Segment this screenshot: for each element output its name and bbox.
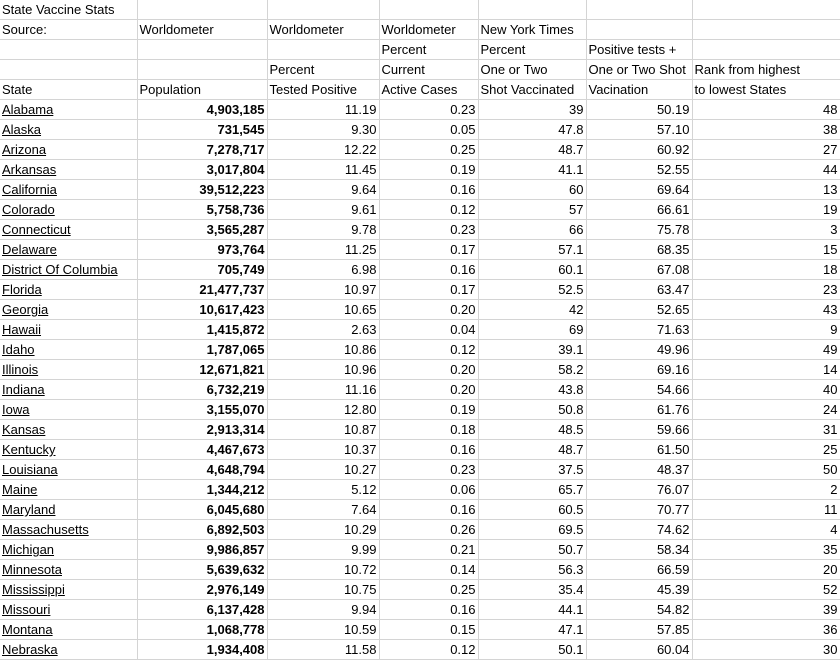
population-cell[interactable]: 5,758,736 [137,200,267,220]
table-row [0,240,840,260]
population-cell[interactable]: 6,137,428 [137,600,267,620]
population-cell[interactable]: 4,467,673 [137,440,267,460]
value-cell[interactable]: 56.3 [478,560,586,580]
table-row [0,160,840,180]
header-cell[interactable]: Worldometer [137,20,267,40]
value-cell[interactable]: 42 [478,300,586,320]
table-row [0,400,840,420]
sheet-title[interactable]: State Vaccine Stats [0,0,137,20]
value-cell[interactable]: 9.30 [267,120,379,140]
header-cell[interactable]: Shot Vaccinated [478,80,586,100]
header-cell[interactable]: Positive tests + [586,40,692,60]
value-cell[interactable]: 0.16 [379,600,478,620]
value-cell[interactable]: 0.25 [379,580,478,600]
value-cell[interactable]: 10.97 [267,280,379,300]
population-cell[interactable]: 3,017,804 [137,160,267,180]
value-cell[interactable]: 66.61 [586,200,692,220]
header-cell[interactable]: Current [379,60,478,80]
population-cell[interactable]: 21,477,737 [137,280,267,300]
population-cell[interactable]: 731,545 [137,120,267,140]
header-cell[interactable]: Percent [379,40,478,60]
value-cell[interactable]: 69 [478,320,586,340]
value-cell[interactable]: 14 [692,360,840,380]
population-cell[interactable]: 6,045,680 [137,500,267,520]
value-cell[interactable]: 35 [692,540,840,560]
table-row [0,360,840,380]
value-cell[interactable]: 20 [692,560,840,580]
value-cell[interactable]: 30 [692,640,840,660]
table-row [0,460,840,480]
state-link[interactable]: Nebraska [0,640,137,660]
value-cell[interactable]: 0.18 [379,420,478,440]
value-cell[interactable]: 39 [478,100,586,120]
value-cell[interactable]: 10.96 [267,360,379,380]
value-cell[interactable]: 45.39 [586,580,692,600]
population-cell[interactable]: 6,892,503 [137,520,267,540]
value-cell[interactable]: 37.5 [478,460,586,480]
table-row [0,280,840,300]
state-link[interactable]: Arizona [0,140,137,160]
header-cell[interactable]: Active Cases [379,80,478,100]
value-cell[interactable]: 44.1 [478,600,586,620]
value-cell[interactable]: 0.23 [379,460,478,480]
value-cell[interactable]: 0.17 [379,280,478,300]
value-cell[interactable]: 61.50 [586,440,692,460]
value-cell[interactable]: 11.58 [267,640,379,660]
header-cell[interactable]: to lowest States [692,80,840,100]
value-cell[interactable]: 50.1 [478,640,586,660]
state-link[interactable]: Missouri [0,600,137,620]
value-cell[interactable]: 9.78 [267,220,379,240]
value-cell[interactable]: 65.7 [478,480,586,500]
header-row [0,80,840,100]
table-row [0,420,840,440]
value-cell[interactable]: 50.7 [478,540,586,560]
population-cell[interactable]: 1,344,212 [137,480,267,500]
value-cell[interactable]: 11.19 [267,100,379,120]
value-cell[interactable]: 13 [692,180,840,200]
value-cell[interactable]: 0.16 [379,500,478,520]
population-cell[interactable]: 4,648,794 [137,460,267,480]
state-link[interactable]: Hawaii [0,320,137,340]
value-cell[interactable]: 69.5 [478,520,586,540]
population-cell[interactable]: 1,934,408 [137,640,267,660]
population-cell[interactable]: 39,512,223 [137,180,267,200]
population-cell[interactable]: 973,764 [137,240,267,260]
population-cell[interactable]: 1,068,778 [137,620,267,640]
population-cell[interactable]: 3,565,287 [137,220,267,240]
table-row [0,100,840,120]
state-link[interactable]: California [0,180,137,200]
value-cell[interactable]: 60.5 [478,500,586,520]
header-cell[interactable]: New York Times [478,20,586,40]
state-link[interactable]: Mississippi [0,580,137,600]
table-row [0,200,840,220]
state-link[interactable]: District Of Columbia [0,260,137,280]
header-cell[interactable]: Percent [267,60,379,80]
value-cell[interactable]: 0.20 [379,300,478,320]
value-cell[interactable]: 48 [692,100,840,120]
value-cell[interactable]: 40 [692,380,840,400]
header-cell[interactable] [267,40,379,60]
state-link[interactable]: Connecticut [0,220,137,240]
state-link[interactable]: Colorado [0,200,137,220]
value-cell[interactable]: 69.64 [586,180,692,200]
value-cell[interactable]: 60.92 [586,140,692,160]
value-cell[interactable]: 19 [692,200,840,220]
table-row [0,560,840,580]
value-cell[interactable]: 11.16 [267,380,379,400]
value-cell[interactable]: 58.2 [478,360,586,380]
header-row [0,60,840,80]
value-cell[interactable]: 59.66 [586,420,692,440]
header-cell[interactable]: Tested Positive [267,80,379,100]
value-cell[interactable]: 61.76 [586,400,692,420]
value-cell[interactable]: 0.16 [379,260,478,280]
value-cell[interactable]: 0.17 [379,240,478,260]
state-link[interactable]: Maine [0,480,137,500]
value-cell[interactable]: 52.65 [586,300,692,320]
value-cell[interactable]: 12.80 [267,400,379,420]
value-cell[interactable]: 27 [692,140,840,160]
value-cell[interactable]: 52 [692,580,840,600]
state-link[interactable]: Indiana [0,380,137,400]
header-cell[interactable] [692,20,840,40]
header-cell[interactable] [0,40,137,60]
state-link[interactable]: Kansas [0,420,137,440]
value-cell[interactable]: 74.62 [586,520,692,540]
value-cell[interactable]: 41.1 [478,160,586,180]
value-cell[interactable]: 12.22 [267,140,379,160]
value-cell[interactable]: 9.94 [267,600,379,620]
value-cell[interactable]: 9.61 [267,200,379,220]
value-cell[interactable]: 7.64 [267,500,379,520]
header-cell[interactable]: Percent [478,40,586,60]
state-link[interactable]: Florida [0,280,137,300]
value-cell[interactable]: 66 [478,220,586,240]
value-cell[interactable]: 50.8 [478,400,586,420]
state-link[interactable]: Illinois [0,360,137,380]
table-row [0,380,840,400]
value-cell[interactable]: 0.26 [379,520,478,540]
value-cell[interactable]: 2.63 [267,320,379,340]
header-cell[interactable]: Worldometer [379,20,478,40]
value-cell[interactable]: 11.25 [267,240,379,260]
value-cell[interactable]: 0.21 [379,540,478,560]
title-row [0,0,840,20]
state-link[interactable]: Delaware [0,240,137,260]
state-link[interactable]: Kentucky [0,440,137,460]
value-cell[interactable]: 69.16 [586,360,692,380]
value-cell[interactable]: 52.55 [586,160,692,180]
state-link[interactable]: Idaho [0,340,137,360]
population-cell[interactable]: 5,639,632 [137,560,267,580]
value-cell[interactable]: 43 [692,300,840,320]
value-cell[interactable]: 48.7 [478,440,586,460]
table-row [0,140,840,160]
value-cell[interactable]: 25 [692,440,840,460]
value-cell[interactable]: 10.65 [267,300,379,320]
table-row [0,620,840,640]
value-cell[interactable]: 9.64 [267,180,379,200]
population-cell[interactable]: 4,903,185 [137,100,267,120]
table-row [0,260,840,280]
header-cell[interactable]: Worldometer [267,20,379,40]
state-link[interactable]: Massachusetts [0,520,137,540]
value-cell[interactable]: 10.86 [267,340,379,360]
table-row [0,340,840,360]
header-cell[interactable] [0,60,137,80]
value-cell[interactable]: 48.7 [478,140,586,160]
value-cell[interactable]: 44 [692,160,840,180]
value-cell[interactable]: 67.08 [586,260,692,280]
value-cell[interactable]: 10.87 [267,420,379,440]
value-cell[interactable]: 71.63 [586,320,692,340]
header-cell[interactable] [137,60,267,80]
value-cell[interactable]: 57.10 [586,120,692,140]
state-link[interactable]: Iowa [0,400,137,420]
value-cell[interactable]: 36 [692,620,840,640]
population-cell[interactable]: 1,787,065 [137,340,267,360]
value-cell[interactable]: 35.4 [478,580,586,600]
header-cell[interactable] [137,40,267,60]
value-cell[interactable]: 9 [692,320,840,340]
value-cell[interactable]: 0.12 [379,340,478,360]
value-cell[interactable]: 70.77 [586,500,692,520]
value-cell[interactable]: 10.29 [267,520,379,540]
value-cell[interactable]: 0.12 [379,200,478,220]
value-cell[interactable]: 2 [692,480,840,500]
value-cell[interactable]: 76.07 [586,480,692,500]
state-link[interactable]: Alaska [0,120,137,140]
value-cell[interactable]: 57.85 [586,620,692,640]
header-cell[interactable]: State [0,80,137,100]
value-cell[interactable]: 10.37 [267,440,379,460]
value-cell[interactable]: 31 [692,420,840,440]
table-row [0,320,840,340]
value-cell[interactable]: 0.23 [379,100,478,120]
value-cell[interactable]: 50.19 [586,100,692,120]
header-row [0,20,840,40]
state-link[interactable]: Minnesota [0,560,137,580]
value-cell[interactable]: 24 [692,400,840,420]
header-cell[interactable] [692,40,840,60]
table-row [0,120,840,140]
value-cell[interactable]: 0.19 [379,160,478,180]
value-cell[interactable]: 54.66 [586,380,692,400]
population-cell[interactable]: 1,415,872 [137,320,267,340]
value-cell[interactable]: 10.59 [267,620,379,640]
table-row [0,480,840,500]
population-cell[interactable]: 6,732,219 [137,380,267,400]
value-cell[interactable]: 5.12 [267,480,379,500]
state-link[interactable]: Arkansas [0,160,137,180]
value-cell[interactable]: 0.12 [379,640,478,660]
value-cell[interactable]: 15 [692,240,840,260]
value-cell[interactable]: 58.34 [586,540,692,560]
value-cell[interactable]: 10.72 [267,560,379,580]
value-cell[interactable]: 0.20 [379,380,478,400]
table-row [0,440,840,460]
value-cell[interactable]: 68.35 [586,240,692,260]
table-row [0,500,840,520]
value-cell[interactable]: 10.27 [267,460,379,480]
population-cell[interactable]: 3,155,070 [137,400,267,420]
table-row [0,180,840,200]
value-cell[interactable]: 60 [478,180,586,200]
value-cell[interactable]: 49.96 [586,340,692,360]
value-cell[interactable]: 10.75 [267,580,379,600]
table-row [0,600,840,620]
state-link[interactable]: Alabama [0,100,137,120]
value-cell[interactable]: 57 [478,200,586,220]
table-row [0,220,840,240]
value-cell[interactable]: 50 [692,460,840,480]
value-cell[interactable]: 23 [692,280,840,300]
header-cell[interactable]: One or Two Shot [586,60,692,80]
table-row [0,640,840,660]
table-row [0,300,840,320]
value-cell[interactable]: 48.37 [586,460,692,480]
population-cell[interactable]: 2,976,149 [137,580,267,600]
value-cell[interactable]: 0.19 [379,400,478,420]
value-cell[interactable]: 75.78 [586,220,692,240]
value-cell[interactable]: 0.06 [379,480,478,500]
value-cell[interactable]: 18 [692,260,840,280]
value-cell[interactable]: 3 [692,220,840,240]
value-cell[interactable]: 4 [692,520,840,540]
value-cell[interactable]: 0.25 [379,140,478,160]
value-cell[interactable]: 39 [692,600,840,620]
state-link[interactable]: Georgia [0,300,137,320]
value-cell[interactable]: 0.05 [379,120,478,140]
value-cell[interactable]: 11.45 [267,160,379,180]
value-cell[interactable]: 66.59 [586,560,692,580]
table-row [0,580,840,600]
value-cell[interactable]: 0.16 [379,180,478,200]
value-cell[interactable]: 47.1 [478,620,586,640]
value-cell[interactable]: 52.5 [478,280,586,300]
value-cell[interactable]: 11 [692,500,840,520]
population-cell[interactable]: 9,986,857 [137,540,267,560]
state-link[interactable]: Michigan [0,540,137,560]
value-cell[interactable]: 54.82 [586,600,692,620]
header-cell[interactable]: Rank from highest [692,60,840,80]
value-cell[interactable]: 6.98 [267,260,379,280]
state-link[interactable]: Maryland [0,500,137,520]
header-cell[interactable]: Source: [0,20,137,40]
state-link[interactable]: Montana [0,620,137,640]
value-cell[interactable]: 49 [692,340,840,360]
value-cell[interactable]: 39.1 [478,340,586,360]
value-cell[interactable]: 0.15 [379,620,478,640]
value-cell[interactable]: 57.1 [478,240,586,260]
value-cell[interactable]: 38 [692,120,840,140]
value-cell[interactable]: 0.14 [379,560,478,580]
value-cell[interactable]: 63.47 [586,280,692,300]
value-cell[interactable]: 47.8 [478,120,586,140]
population-cell[interactable]: 7,278,717 [137,140,267,160]
population-cell[interactable]: 2,913,314 [137,420,267,440]
value-cell[interactable]: 0.04 [379,320,478,340]
value-cell[interactable]: 9.99 [267,540,379,560]
population-cell[interactable]: 12,671,821 [137,360,267,380]
header-cell[interactable]: Vacination [586,80,692,100]
table-row [0,520,840,540]
header-cell[interactable]: Population [137,80,267,100]
value-cell[interactable]: 0.20 [379,360,478,380]
header-cell[interactable] [586,20,692,40]
value-cell[interactable]: 0.23 [379,220,478,240]
value-cell[interactable]: 60.1 [478,260,586,280]
population-cell[interactable]: 10,617,423 [137,300,267,320]
table-row [0,540,840,560]
value-cell[interactable]: 60.04 [586,640,692,660]
header-cell[interactable]: One or Two [478,60,586,80]
state-link[interactable]: Louisiana [0,460,137,480]
value-cell[interactable]: 48.5 [478,420,586,440]
population-cell[interactable]: 705,749 [137,260,267,280]
value-cell[interactable]: 43.8 [478,380,586,400]
header-row [0,40,840,60]
value-cell[interactable]: 0.16 [379,440,478,460]
